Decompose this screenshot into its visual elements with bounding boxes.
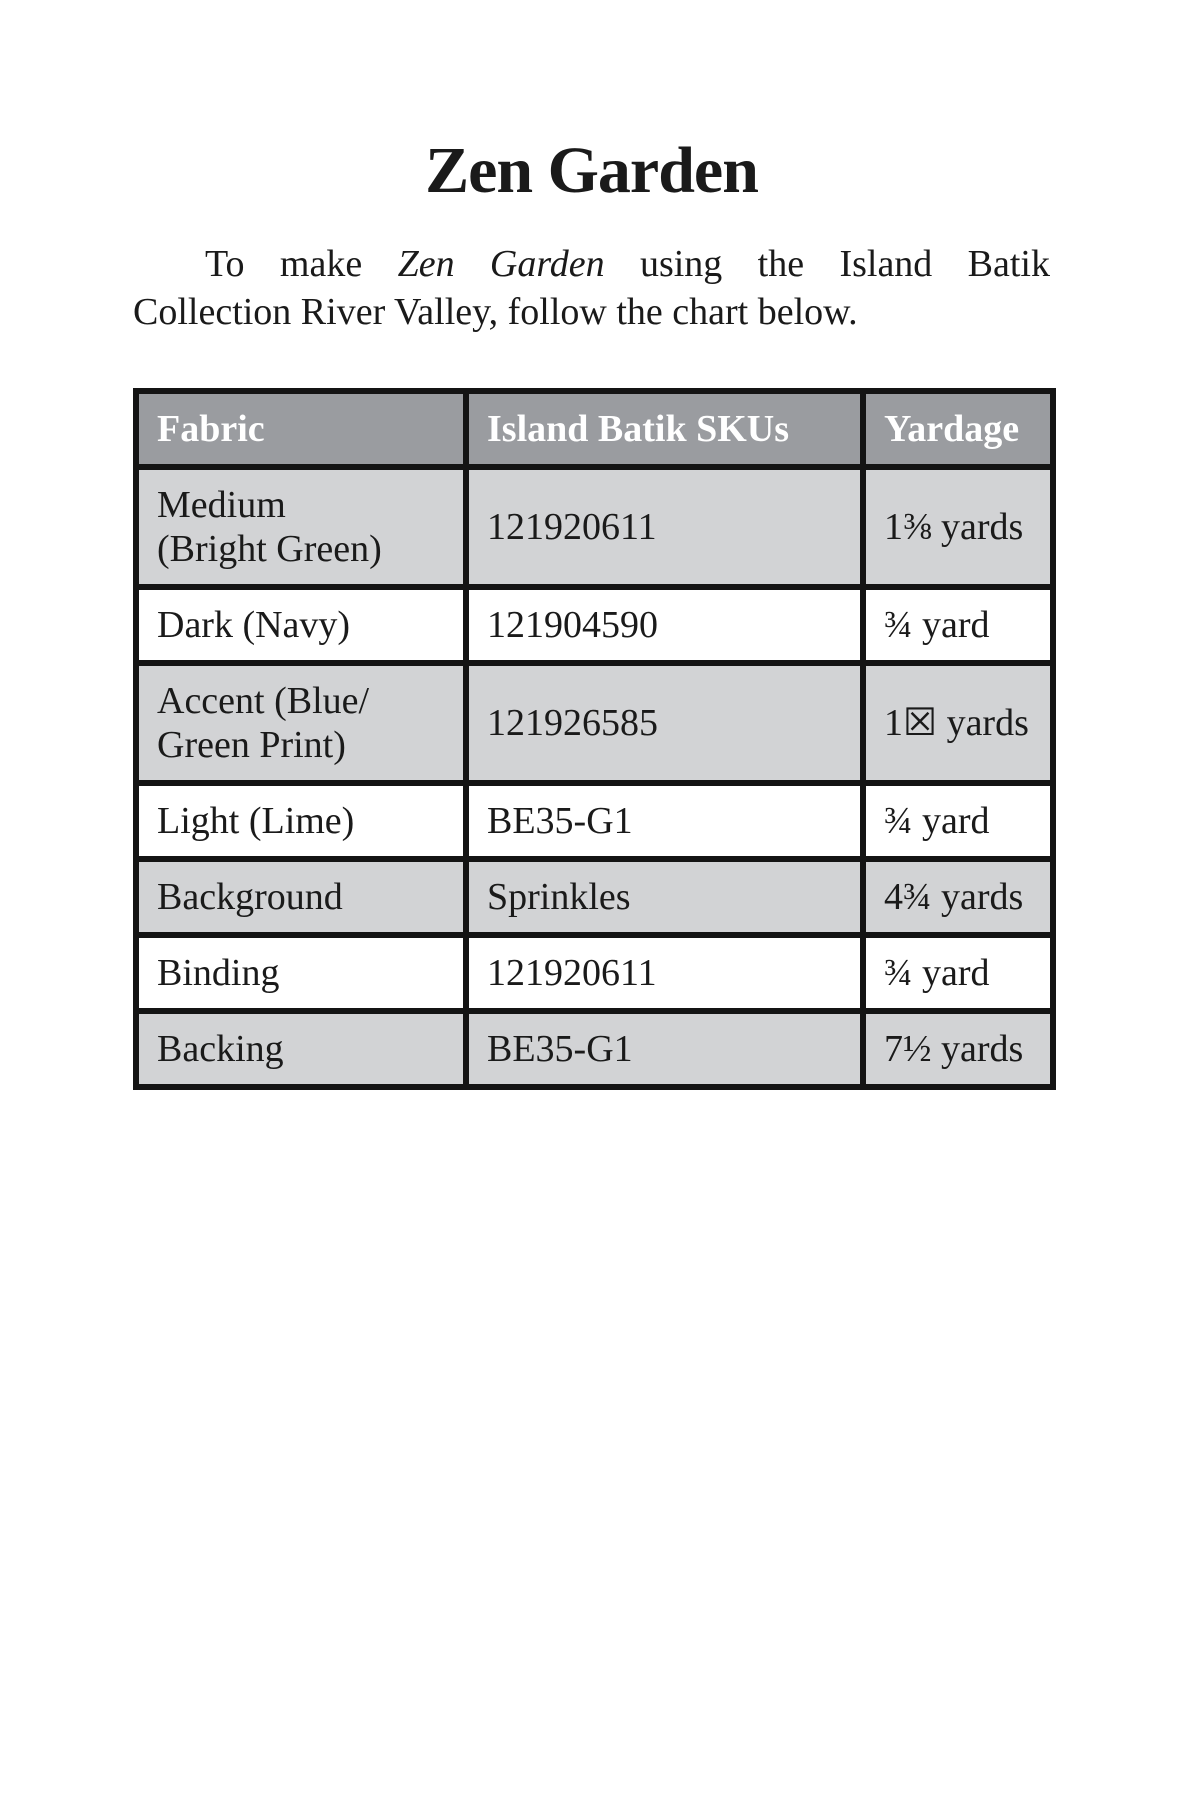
fabric-cell xyxy=(136,783,466,859)
header-yardage: Yardage xyxy=(863,391,1053,467)
fabric-name-line: Background xyxy=(157,876,343,918)
yardage-cell: 4¾ yards xyxy=(863,859,1053,935)
fabric-name-line: Binding xyxy=(157,952,280,994)
fabric-name-line: (Bright Green) xyxy=(157,528,382,570)
header-island-batik-skus: Island Batik SKUs xyxy=(466,391,863,467)
fabric-name-line: Dark (Navy) xyxy=(157,604,351,646)
yardage-cell: 1☒ yards xyxy=(863,663,1053,783)
fabric-name-line: Green Print) xyxy=(157,724,346,766)
sku-cell: BE35-G1 xyxy=(466,1011,863,1087)
yardage-cell: 1⅜ yards xyxy=(863,467,1053,587)
yardage-cell: ¾ yard xyxy=(863,587,1053,663)
fabric-cell xyxy=(136,587,466,663)
intro-line-2: Collection River Valley, follow the chart below. xyxy=(133,291,858,333)
sku-cell: 121920611 xyxy=(466,935,863,1011)
fabric-cell xyxy=(136,935,466,1011)
table-row-binding xyxy=(136,935,1053,1011)
yardage-cell: ¾ yard xyxy=(863,935,1053,1011)
content-column xyxy=(133,0,1050,1090)
fabric-requirements-table xyxy=(133,388,1056,1090)
table-row-background xyxy=(136,859,1053,935)
table-row-accent xyxy=(136,663,1053,783)
fabric-cell xyxy=(136,663,466,783)
fabric-name-line: Accent (Blue/ xyxy=(157,680,370,722)
header-fabric: Fabric xyxy=(136,391,466,467)
intro-text-after: using the Island Batik xyxy=(604,243,1050,285)
intro-pattern-name: Zen Garden xyxy=(397,243,605,285)
sku-cell: 121926585 xyxy=(466,663,863,783)
sku-cell: Sprinkles xyxy=(466,859,863,935)
table-row-medium xyxy=(136,467,1053,587)
page-title: Zen Garden xyxy=(425,134,758,207)
sku-cell: 121904590 xyxy=(466,587,863,663)
sku-cell: BE35-G1 xyxy=(466,783,863,859)
fabric-cell xyxy=(136,467,466,587)
fabric-name-line: Light (Lime) xyxy=(157,800,355,842)
sku-cell: 121920611 xyxy=(466,467,863,587)
fabric-cell xyxy=(136,859,466,935)
fabric-name-line: Medium xyxy=(157,484,286,526)
intro-line-1 xyxy=(133,240,1050,288)
intro-paragraph xyxy=(133,240,1050,336)
table-row-light xyxy=(136,783,1053,859)
fabric-cell xyxy=(136,1011,466,1087)
table-row-dark xyxy=(136,587,1053,663)
yardage-cell: ¾ yard xyxy=(863,783,1053,859)
yardage-cell: 7½ yards xyxy=(863,1011,1053,1087)
table-row-backing xyxy=(136,1011,1053,1087)
table-header-row xyxy=(136,391,1053,467)
intro-text-before: To make xyxy=(205,243,398,285)
fabric-name-line: Backing xyxy=(157,1028,284,1070)
